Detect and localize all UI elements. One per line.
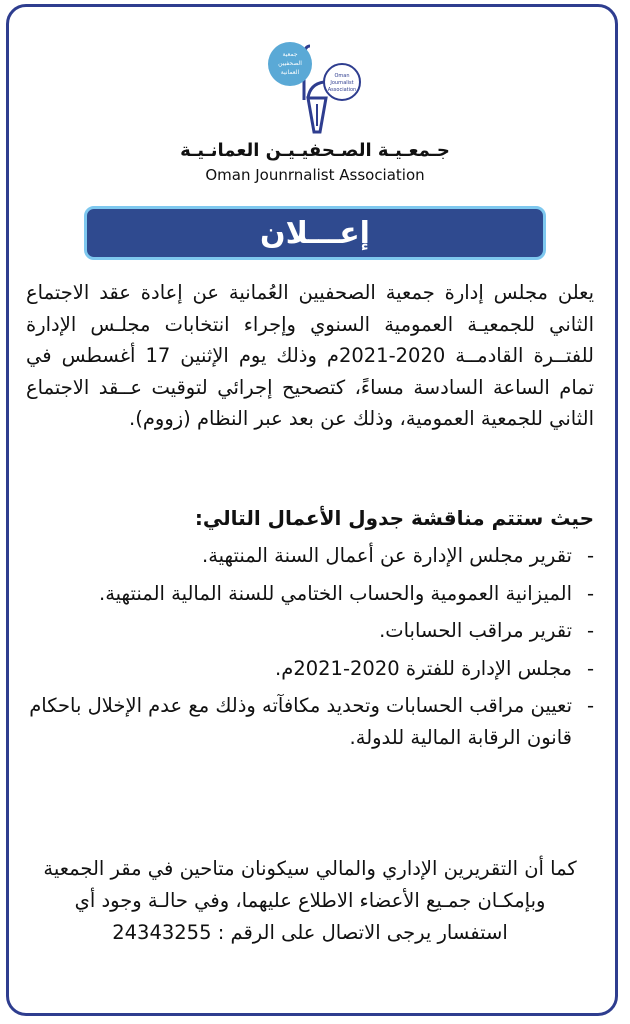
- agenda-heading: حيث ستتم مناقشة جدول الأعمال التالي:: [194, 506, 594, 530]
- agenda-item: [26, 578, 594, 610]
- association-name-english: Oman Jounrnalist Association: [205, 166, 425, 184]
- agenda-item-text: مجلس الإدارة للفترة 2020-2021م.: [275, 656, 572, 680]
- agenda-item-text: الميزانية العمومية والحساب الختامي للسنة المالية المنتهية.: [99, 581, 572, 605]
- association-name-arabic: جـمعـيـة الصـحفيـيـن العمانـيـة: [180, 140, 450, 161]
- logo-text-3: العمانية: [280, 69, 300, 76]
- logo-text-4: Oman: [334, 73, 350, 79]
- association-logo: [250, 38, 380, 142]
- announcement-title: إعـــلان: [260, 215, 370, 251]
- bullet-dash: -: [586, 581, 594, 605]
- agenda-item: [26, 653, 594, 685]
- agenda-item-text: تقرير مجلس الإدارة عن أعمال السنة المنتهية.: [202, 544, 572, 567]
- closing-paragraph: كما أن التقريرين الإداري والمالي سيكونان متاحين في مقر الجمعية وبإمكـان جمـيع الأعضاء الاطلاع عليهما، وفي حالـة وجود أي استفسار يرجى الاتصال على الرقم : 24343255: [43, 857, 577, 944]
- agenda-item-text: تعيين مراقب الحسابات وتحديد مكافآته وذلك مع عدم الإخلال باحكام قانون الرقابة المالية للدولة.: [29, 694, 572, 749]
- logo-text-1: جمعية: [282, 51, 298, 58]
- logo-text-5: Journalist: [330, 80, 354, 86]
- logo-text-2: الصحفيين: [278, 60, 302, 67]
- bullet-dash: -: [586, 656, 594, 680]
- bullet-dash: -: [586, 694, 594, 717]
- agenda-item: [26, 615, 594, 647]
- agenda-item-text: تقرير مراقب الحسابات.: [379, 619, 572, 642]
- agenda-item: [26, 540, 594, 572]
- intro-paragraph: يعلن مجلس إدارة جمعية الصحفيين العُمانية عن إعادة عقد الاجتماع الثاني للجمعيـة العمومية السنوي وإجراء انتخابات مجلـس الإدارة للفتــرة القادمــة 2020-2021م وذلك يوم الإثنين 17 أغسطس في تمام الساعة السادسة مساءً، كتصحيح إجرائي لتوقيت عــقد الاجتماع الثاني للجمعية العمومية، وذلك عن بعد عبر النظام (زووم).: [26, 281, 594, 431]
- logo-text-6: Association: [327, 87, 357, 93]
- announcement-banner: [84, 206, 546, 260]
- bullet-dash: -: [586, 544, 594, 567]
- agenda-list: [26, 540, 594, 759]
- agenda-item: [26, 690, 594, 753]
- bullet-dash: -: [586, 619, 594, 642]
